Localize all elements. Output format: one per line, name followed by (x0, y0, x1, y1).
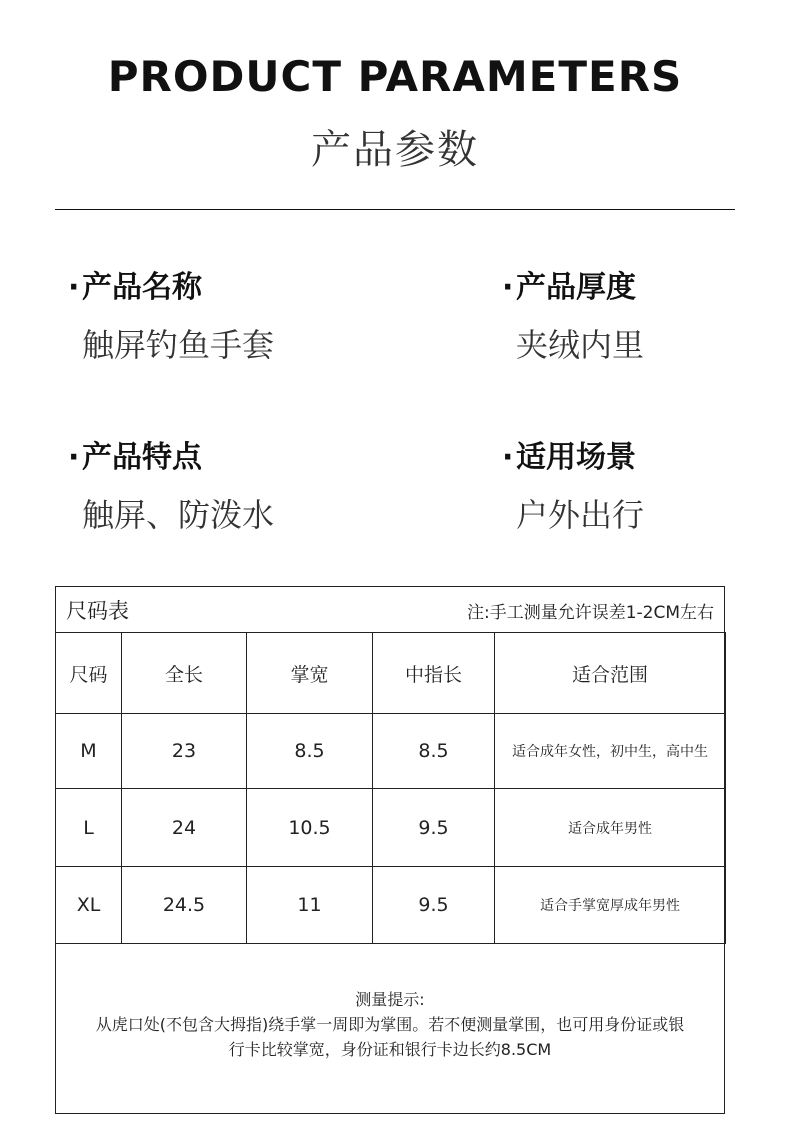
param-thickness (502, 262, 644, 366)
table-cell: XL (56, 867, 122, 944)
param-product-name (68, 262, 274, 366)
bullet-dot: · (68, 440, 80, 475)
table-cell: 适合手掌宽厚成年男性 (495, 867, 726, 944)
size-chart (55, 586, 725, 1114)
size-chart-header (56, 587, 724, 633)
param-label-text: 适用场景 (516, 440, 636, 475)
column-header: 掌宽 (247, 633, 373, 714)
param-features (68, 432, 274, 536)
table-header-row (56, 633, 726, 714)
bullet-dot: · (502, 270, 514, 305)
table-cell: 24 (122, 789, 247, 867)
param-label (502, 262, 644, 306)
size-table (55, 632, 726, 944)
param-label-text: 产品名称 (82, 270, 202, 305)
column-header: 尺码 (56, 633, 122, 714)
column-header: 中指长 (373, 633, 495, 714)
param-label (502, 432, 644, 476)
bullet-dot: · (68, 270, 80, 305)
param-value: 夹绒内里 (516, 326, 645, 364)
table-row (56, 714, 726, 789)
param-label (68, 432, 274, 476)
size-chart-title: 尺码表 (66, 599, 129, 623)
column-header: 全长 (122, 633, 247, 714)
divider (55, 209, 735, 210)
title-cn: 产品参数 (311, 127, 479, 173)
param-value: 触屏钓鱼手套 (82, 326, 275, 364)
param-value: 触屏、防泼水 (82, 496, 275, 534)
param-label (68, 262, 274, 306)
table-cell: 24.5 (122, 867, 247, 944)
param-value: 户外出行 (516, 496, 645, 534)
measure-tips-line: 从虎口处(不包含大拇指)绕手掌一周即为掌围。若不便测量掌围，也可用身份证或银 (95, 1015, 685, 1034)
table-cell: 9.5 (373, 789, 495, 867)
measure-tips-title: 测量提示: (355, 990, 425, 1009)
measure-tips-line: 行卡比较掌宽，身份证和银行卡边长约8.5CM (228, 1040, 552, 1059)
table-cell: L (56, 789, 122, 867)
table-cell: 9.5 (373, 867, 495, 944)
table-cell: 8.5 (247, 714, 373, 789)
table-row (56, 789, 726, 867)
measure-tips (56, 987, 724, 1062)
param-label-text: 产品厚度 (516, 270, 636, 305)
table-cell: 8.5 (373, 714, 495, 789)
param-label-text: 产品特点 (82, 440, 202, 475)
table-row (56, 867, 726, 944)
table-cell: M (56, 714, 122, 789)
table-cell: 11 (247, 867, 373, 944)
size-chart-note: 注:手工测量允许误差1-2CM左右 (466, 603, 714, 623)
table-cell: 23 (122, 714, 247, 789)
table-cell: 适合成年男性 (495, 789, 726, 867)
table-cell: 适合成年女性，初中生，高中生 (495, 714, 726, 789)
column-header: 适合范围 (495, 633, 726, 714)
param-scene (502, 432, 644, 536)
title-en: PRODUCT PARAMETERS (107, 52, 683, 101)
table-cell: 10.5 (247, 789, 373, 867)
bullet-dot: · (502, 440, 514, 475)
